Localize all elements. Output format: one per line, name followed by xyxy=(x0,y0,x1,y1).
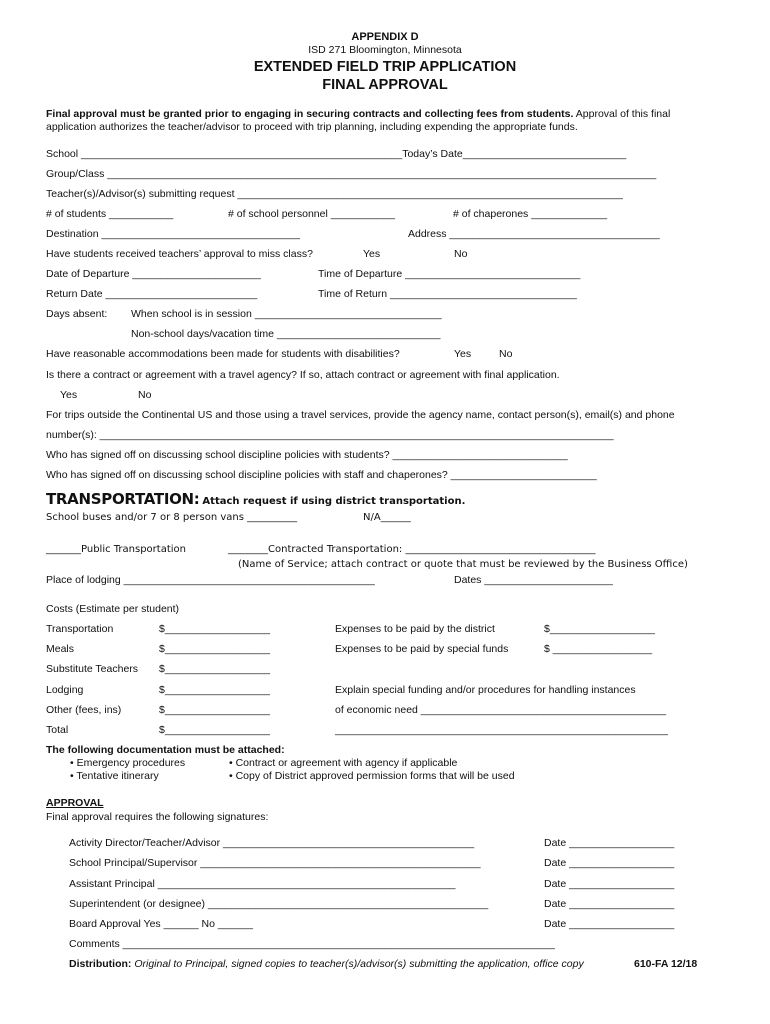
approval-heading: APPROVAL xyxy=(46,797,104,809)
lodging-dates-field[interactable]: Dates ______________________ xyxy=(454,574,613,586)
form-code: 610-FA 12/18 xyxy=(634,958,698,970)
documentation-heading: The following documentation must be attached: xyxy=(46,744,285,756)
lodging-place-field[interactable]: Place of lodging ___________________________________________ xyxy=(46,574,375,586)
discipline-staff-field[interactable]: Who has signed off on discussing school discipline policies with staff and chaperones? _________________________ xyxy=(46,469,597,481)
cost-label-total: Total xyxy=(46,724,69,736)
num-personnel-field[interactable]: # of school personnel ___________ xyxy=(228,208,395,220)
intro-rest: Approval of this final xyxy=(573,108,671,120)
num-students-field[interactable]: # of students ___________ xyxy=(46,208,174,220)
teacher-approval-yes[interactable]: Yes xyxy=(363,248,381,260)
return-date-field[interactable]: Return Date __________________________ xyxy=(46,288,258,300)
transportation-note: Attach request if using district transportation. xyxy=(202,496,466,507)
discipline-students-field[interactable]: Who has signed off on discussing school discipline policies with students? ______________________________ xyxy=(46,449,568,461)
contracted-transportation-field[interactable]: ________Contracted Transportation: ______________________________________ xyxy=(228,544,596,555)
num-chaperones-field[interactable]: # of chaperones _____________ xyxy=(453,208,608,220)
special-expenses-label: Expenses to be paid by special funds xyxy=(335,643,509,655)
signature-assistant-principal[interactable]: Assistant Principal ___________________________________________________ xyxy=(69,878,456,890)
public-transportation-field[interactable]: _______Public Transportation xyxy=(46,544,186,555)
school-buses-field[interactable]: School buses and/or 7 or 8 person vans __________ xyxy=(46,512,298,523)
doc-bullet-itinerary: • Tentative itinerary xyxy=(70,770,159,782)
cost-label-other: Other (fees, ins) xyxy=(46,704,122,716)
board-approval-field[interactable]: Board Approval Yes ______ No ______ xyxy=(69,918,253,930)
date-board-approval[interactable]: Date __________________ xyxy=(544,918,675,930)
signature-superintendent[interactable]: Superintendent (or designee) ________________________________________________ xyxy=(69,898,489,910)
date-principal[interactable]: Date __________________ xyxy=(544,857,675,869)
school-field[interactable]: School _______________________________________________________Today’s Date____________________________ xyxy=(46,148,627,160)
district-label: ISD 271 Bloomington, Minnesota xyxy=(308,44,462,56)
economic-need-field[interactable]: of economic need __________________________________________ xyxy=(335,704,667,716)
cost-field-substitute[interactable]: $__________________ xyxy=(159,663,270,675)
doc-bullet-emergency: • Emergency procedures xyxy=(70,757,186,769)
special-expenses-field[interactable]: $ _________________ xyxy=(544,643,653,655)
special-funding-label: Explain special funding and/or procedures for handling instances xyxy=(335,684,636,696)
cost-field-transportation[interactable]: $__________________ xyxy=(159,623,270,635)
intro-line-2: application authorizes the teacher/advisor to proceed with trip planning, including expending the appropriate funds. xyxy=(46,121,578,133)
contract-yes[interactable]: Yes xyxy=(60,389,78,401)
approval-subheading: Final approval requires the following signatures: xyxy=(46,811,269,823)
cost-field-lodging[interactable]: $__________________ xyxy=(159,684,270,696)
form-subtitle: FINAL APPROVAL xyxy=(322,77,448,93)
outside-us-instructions: For trips outside the Continental US and those using a travel services, provide the agency name, contact person(s), email(s) and phone xyxy=(46,409,675,421)
teacher-approval-question: Have students received teachers’ approval to miss class? xyxy=(46,248,313,260)
accommodations-question: Have reasonable accommodations been made for students with disabilities? xyxy=(46,348,400,360)
transportation-heading-row xyxy=(46,490,465,508)
teacher-approval-no[interactable]: No xyxy=(454,248,468,260)
cost-label-meals: Meals xyxy=(46,643,75,655)
signature-activity-director[interactable]: Activity Director/Teacher/Advisor ___________________________________________ xyxy=(69,837,475,849)
days-absent-label: Days absent: xyxy=(46,308,108,320)
comments-field[interactable]: Comments __________________________________________________________________________ xyxy=(69,938,555,950)
contract-no[interactable]: No xyxy=(138,389,152,401)
transport-na-field[interactable]: N/A______ xyxy=(363,512,411,523)
destination-field[interactable]: Destination __________________________________ xyxy=(46,228,300,240)
cost-label-transportation: Transportation xyxy=(46,623,114,635)
accommodations-no[interactable]: No xyxy=(499,348,513,360)
district-expenses-label: Expenses to be paid by the district xyxy=(335,623,495,635)
contract-question: Is there a contract or agreement with a travel agency? If so, attach contract or agreement with final application. xyxy=(46,369,560,381)
accommodations-yes[interactable]: Yes xyxy=(454,348,472,360)
agency-numbers-field[interactable]: number(s): ________________________________________________________________________________________ xyxy=(46,429,614,441)
name-of-service-note: (Name of Service; attach contract or quote that must be reviewed by the Business Office) xyxy=(238,559,688,570)
signature-principal[interactable]: School Principal/Supervisor ________________________________________________ xyxy=(69,857,481,869)
distribution-label: Distribution: xyxy=(69,958,132,970)
costs-heading: Costs (Estimate per student) xyxy=(46,603,180,615)
return-time-field[interactable]: Time of Return ________________________________ xyxy=(318,288,577,300)
distribution-text: Original to Principal, signed copies to teacher(s)/advisor(s) submitting the application, office copy xyxy=(131,958,584,970)
non-school-days-field[interactable]: Non-school days/vacation time ____________________________ xyxy=(131,328,441,340)
doc-bullet-permission: • Copy of District approved permission forms that will be used xyxy=(229,770,515,782)
cost-field-meals[interactable]: $__________________ xyxy=(159,643,270,655)
cost-field-total[interactable]: $__________________ xyxy=(159,724,270,736)
departure-time-field[interactable]: Time of Departure ______________________________ xyxy=(318,268,581,280)
district-expenses-field[interactable]: $__________________ xyxy=(544,623,655,635)
in-session-field[interactable]: When school is in session ________________________________ xyxy=(131,308,442,320)
distribution-footer xyxy=(69,958,584,970)
address-field[interactable]: Address ____________________________________ xyxy=(408,228,660,240)
intro-bold: Final approval must be granted prior to engaging in securing contracts and collecting fees from students. xyxy=(46,108,574,120)
doc-bullet-contract: • Contract or agreement with agency if applicable xyxy=(229,757,458,769)
appendix-label: APPENDIX D xyxy=(351,31,419,43)
departure-date-field[interactable]: Date of Departure ______________________ xyxy=(46,268,261,280)
transportation-heading: TRANSPORTATION: xyxy=(46,490,200,508)
form-title: EXTENDED FIELD TRIP APPLICATION xyxy=(253,59,517,75)
date-activity-director[interactable]: Date __________________ xyxy=(544,837,675,849)
cost-label-substitute: Substitute Teachers xyxy=(46,663,139,675)
cost-label-lodging: Lodging xyxy=(46,684,84,696)
date-assistant-principal[interactable]: Date __________________ xyxy=(544,878,675,890)
intro-line-1 xyxy=(46,108,670,120)
economic-need-line-2[interactable]: _________________________________________________________ xyxy=(335,724,668,736)
teacher-advisor-field[interactable]: Teacher(s)/Advisor(s) submitting request __________________________________________________________________ xyxy=(46,188,623,200)
cost-field-other[interactable]: $__________________ xyxy=(159,704,270,716)
date-superintendent[interactable]: Date __________________ xyxy=(544,898,675,910)
group-class-field[interactable]: Group/Class ______________________________________________________________________________________________ xyxy=(46,168,657,180)
